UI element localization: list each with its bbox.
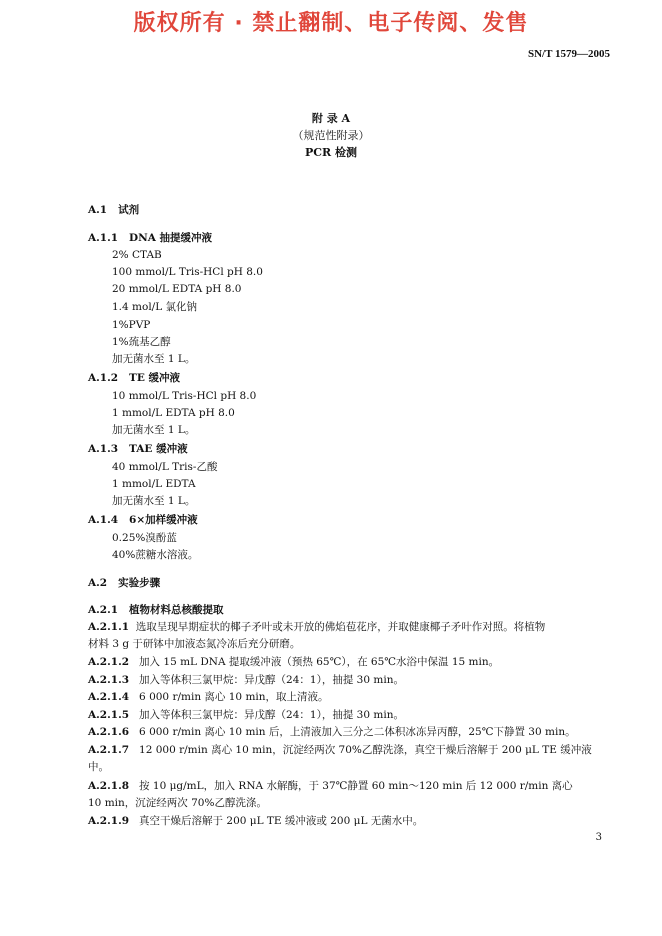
step-paragraph (88, 814, 423, 828)
step-number: A.2.1.3 (88, 674, 130, 686)
list-item: 2% CTAB (112, 249, 162, 261)
section-a1 (88, 203, 139, 217)
section-number: A.1 (88, 204, 108, 216)
step-paragraph (88, 725, 576, 739)
step-number: A.2.1.4 (88, 691, 130, 703)
step-number: A.2.1.1 (88, 621, 130, 633)
subsection-number: A.1.2 (88, 372, 119, 384)
list-item: 1 mmol/L EDTA pH 8.0 (112, 407, 235, 419)
step-paragraph (88, 620, 545, 634)
subsection-title: 植物材料总核酸提取 (129, 604, 224, 616)
step-text: 选取呈现早期症状的椰子矛叶或未开放的佛焰苞花序，并取健康椰子矛叶作对照。将植物 (135, 621, 546, 633)
step-number: A.2.1.8 (88, 780, 130, 792)
section-number: A.2 (88, 577, 108, 589)
list-item: 加无菌水至 1 L。 (112, 353, 196, 365)
section-a2 (88, 576, 160, 590)
watermark-banner: 版权所有 · 禁止翻制、电子传阅、发售 (133, 11, 529, 36)
step-paragraph (88, 779, 573, 793)
step-text: 6 000 r/min 离心 10 min，取上清液。 (139, 691, 329, 703)
list-item: 1 mmol/L EDTA (112, 478, 196, 490)
appendix-heading: PCR 检测 (305, 146, 357, 159)
step-paragraph (88, 708, 404, 722)
step-paragraph (88, 743, 592, 757)
subsection-title: DNA 抽提缓冲液 (129, 232, 213, 244)
step-number: A.2.1.6 (88, 726, 130, 738)
step-text: 按 10 μg/mL，加入 RNA 水解酶，于 37℃静置 60 min～120 min 后 12 000 r/min 离心 (139, 780, 573, 792)
step-text: 加入等体积三氯甲烷：异戊醇（24：1），抽提 30 min。 (139, 674, 404, 686)
section-title: 试剂 (118, 204, 140, 216)
step-paragraph (88, 673, 404, 687)
subsection-number: A.1.3 (88, 443, 119, 455)
step-continuation: 材料 3 g 于研钵中加液态氮冷冻后充分研磨。 (88, 638, 301, 650)
step-number: A.2.1.7 (88, 744, 130, 756)
step-number: A.2.1.5 (88, 709, 130, 721)
step-text: 6 000 r/min 离心 10 min 后，上清液加入三分之二体积冰冻异丙醇，25℃下静置 30 min。 (139, 726, 576, 738)
appendix-subtitle: （规范性附录） (292, 129, 370, 142)
step-continuation: 10 min，沉淀经两次 70%乙醇洗涤。 (88, 797, 267, 809)
step-text: 12 000 r/min 离心 10 min，沉淀经两次 70%乙醇洗涤，真空干燥后溶解于 200 μL TE 缓冲液 (139, 744, 592, 756)
list-item: 40 mmol/L Tris-乙酸 (112, 461, 218, 473)
subsection-a14 (88, 513, 198, 527)
step-number: A.2.1.2 (88, 656, 130, 668)
list-item: 40%蔗糖水溶液。 (112, 549, 199, 561)
list-item: 1%PVP (112, 319, 151, 331)
subsection-title: TE 缓冲液 (129, 372, 181, 384)
list-item: 加无菌水至 1 L。 (112, 424, 196, 436)
list-item: 20 mmol/L EDTA pH 8.0 (112, 283, 242, 295)
list-item: 100 mmol/L Tris-HCl pH 8.0 (112, 266, 263, 278)
standard-number: SN/T 1579—2005 (527, 48, 610, 60)
subsection-a13 (88, 442, 188, 456)
subsection-a11 (88, 231, 212, 245)
step-text: 加入等体积三氯甲烷：异戊醇（24：1），抽提 30 min。 (139, 709, 404, 721)
step-continuation: 中。 (88, 761, 109, 773)
subsection-a21 (88, 603, 224, 617)
list-item: 1%巯基乙醇 (112, 336, 171, 348)
section-title: 实验步骤 (118, 577, 161, 589)
list-item: 0.25%溴酚蓝 (112, 532, 177, 544)
subsection-a12 (88, 371, 180, 385)
subsection-number: A.1.1 (88, 232, 119, 244)
appendix-title: 附 录 A (311, 112, 351, 125)
list-item: 1.4 mol/L 氯化钠 (112, 301, 198, 313)
step-text: 真空干燥后溶解于 200 μL TE 缓冲液或 200 μL 无菌水中。 (139, 815, 424, 827)
list-item: 10 mmol/L Tris-HCl pH 8.0 (112, 390, 257, 402)
step-number: A.2.1.9 (88, 815, 130, 827)
step-text: 加入 15 mL DNA 提取缓冲液（预热 65℃），在 65℃水浴中保温 15 min。 (139, 656, 500, 668)
step-paragraph (88, 690, 329, 704)
list-item: 加无菌水至 1 L。 (112, 495, 196, 507)
subsection-number: A.1.4 (88, 514, 119, 526)
subsection-title: 6×加样缓冲液 (129, 514, 198, 526)
subsection-number: A.2.1 (88, 604, 119, 616)
page-number: 3 (595, 832, 602, 843)
subsection-title: TAE 缓冲液 (129, 443, 188, 455)
step-paragraph (88, 655, 499, 669)
